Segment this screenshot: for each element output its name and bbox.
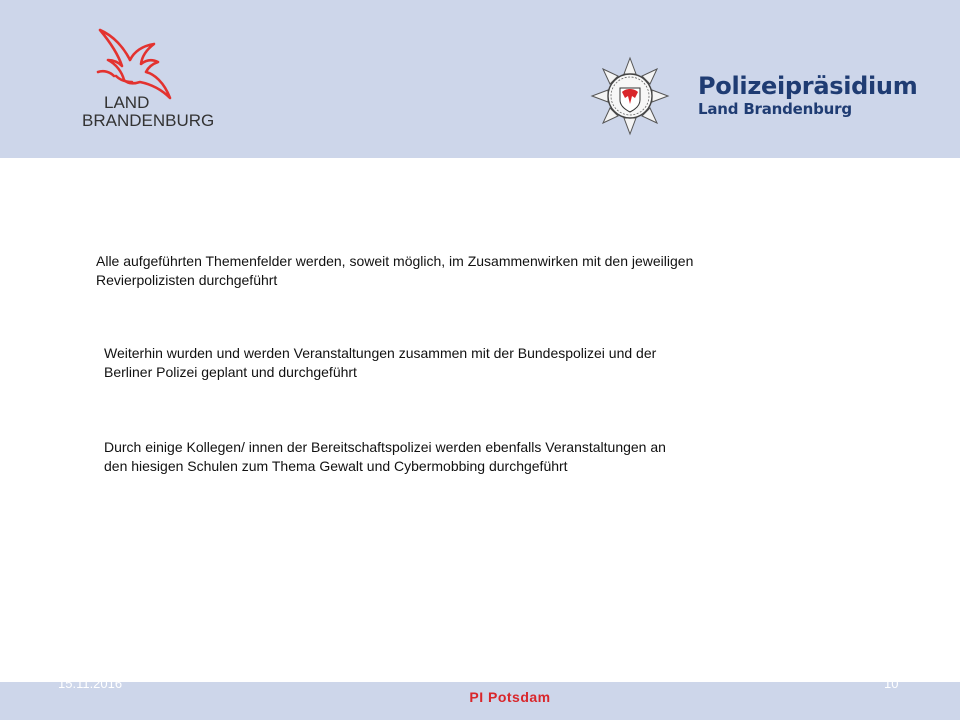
land-brandenburg-logo (78, 26, 218, 136)
logo-land-text: LAND (104, 93, 150, 112)
paragraph-2: Weiterhin wurden und werden Veranstaltungen zusammen mit der Bundespolizei und der Berliner Polizei geplant und durchgeführt (104, 345, 657, 380)
logo-subtitle: Land Brandenburg (698, 100, 852, 118)
logo-title: Polizeipräsidium (698, 72, 918, 100)
paragraph-1: Alle aufgeführten Themenfelder werden, soweit möglich, im Zusammenwirken mit den jeweiligen Revierpolizisten durchgeführt (96, 253, 694, 288)
police-star-emblem-icon (590, 56, 670, 136)
footer-label: PI Potsdam (469, 689, 551, 705)
logo-brandenburg-text: BRANDENBURG (82, 111, 215, 130)
polizeipraesidium-wordmark (698, 72, 917, 118)
page-number: 10 (884, 676, 899, 691)
paragraph-3: Durch einige Kollegen/ innen der Bereitschaftspolizei werden ebenfalls Veranstaltungen an den hiesigen Schulen zum Thema Gewalt und Cybermobbing durchgeführt (104, 439, 666, 474)
footer-date: 15.11.2016 (58, 676, 123, 691)
